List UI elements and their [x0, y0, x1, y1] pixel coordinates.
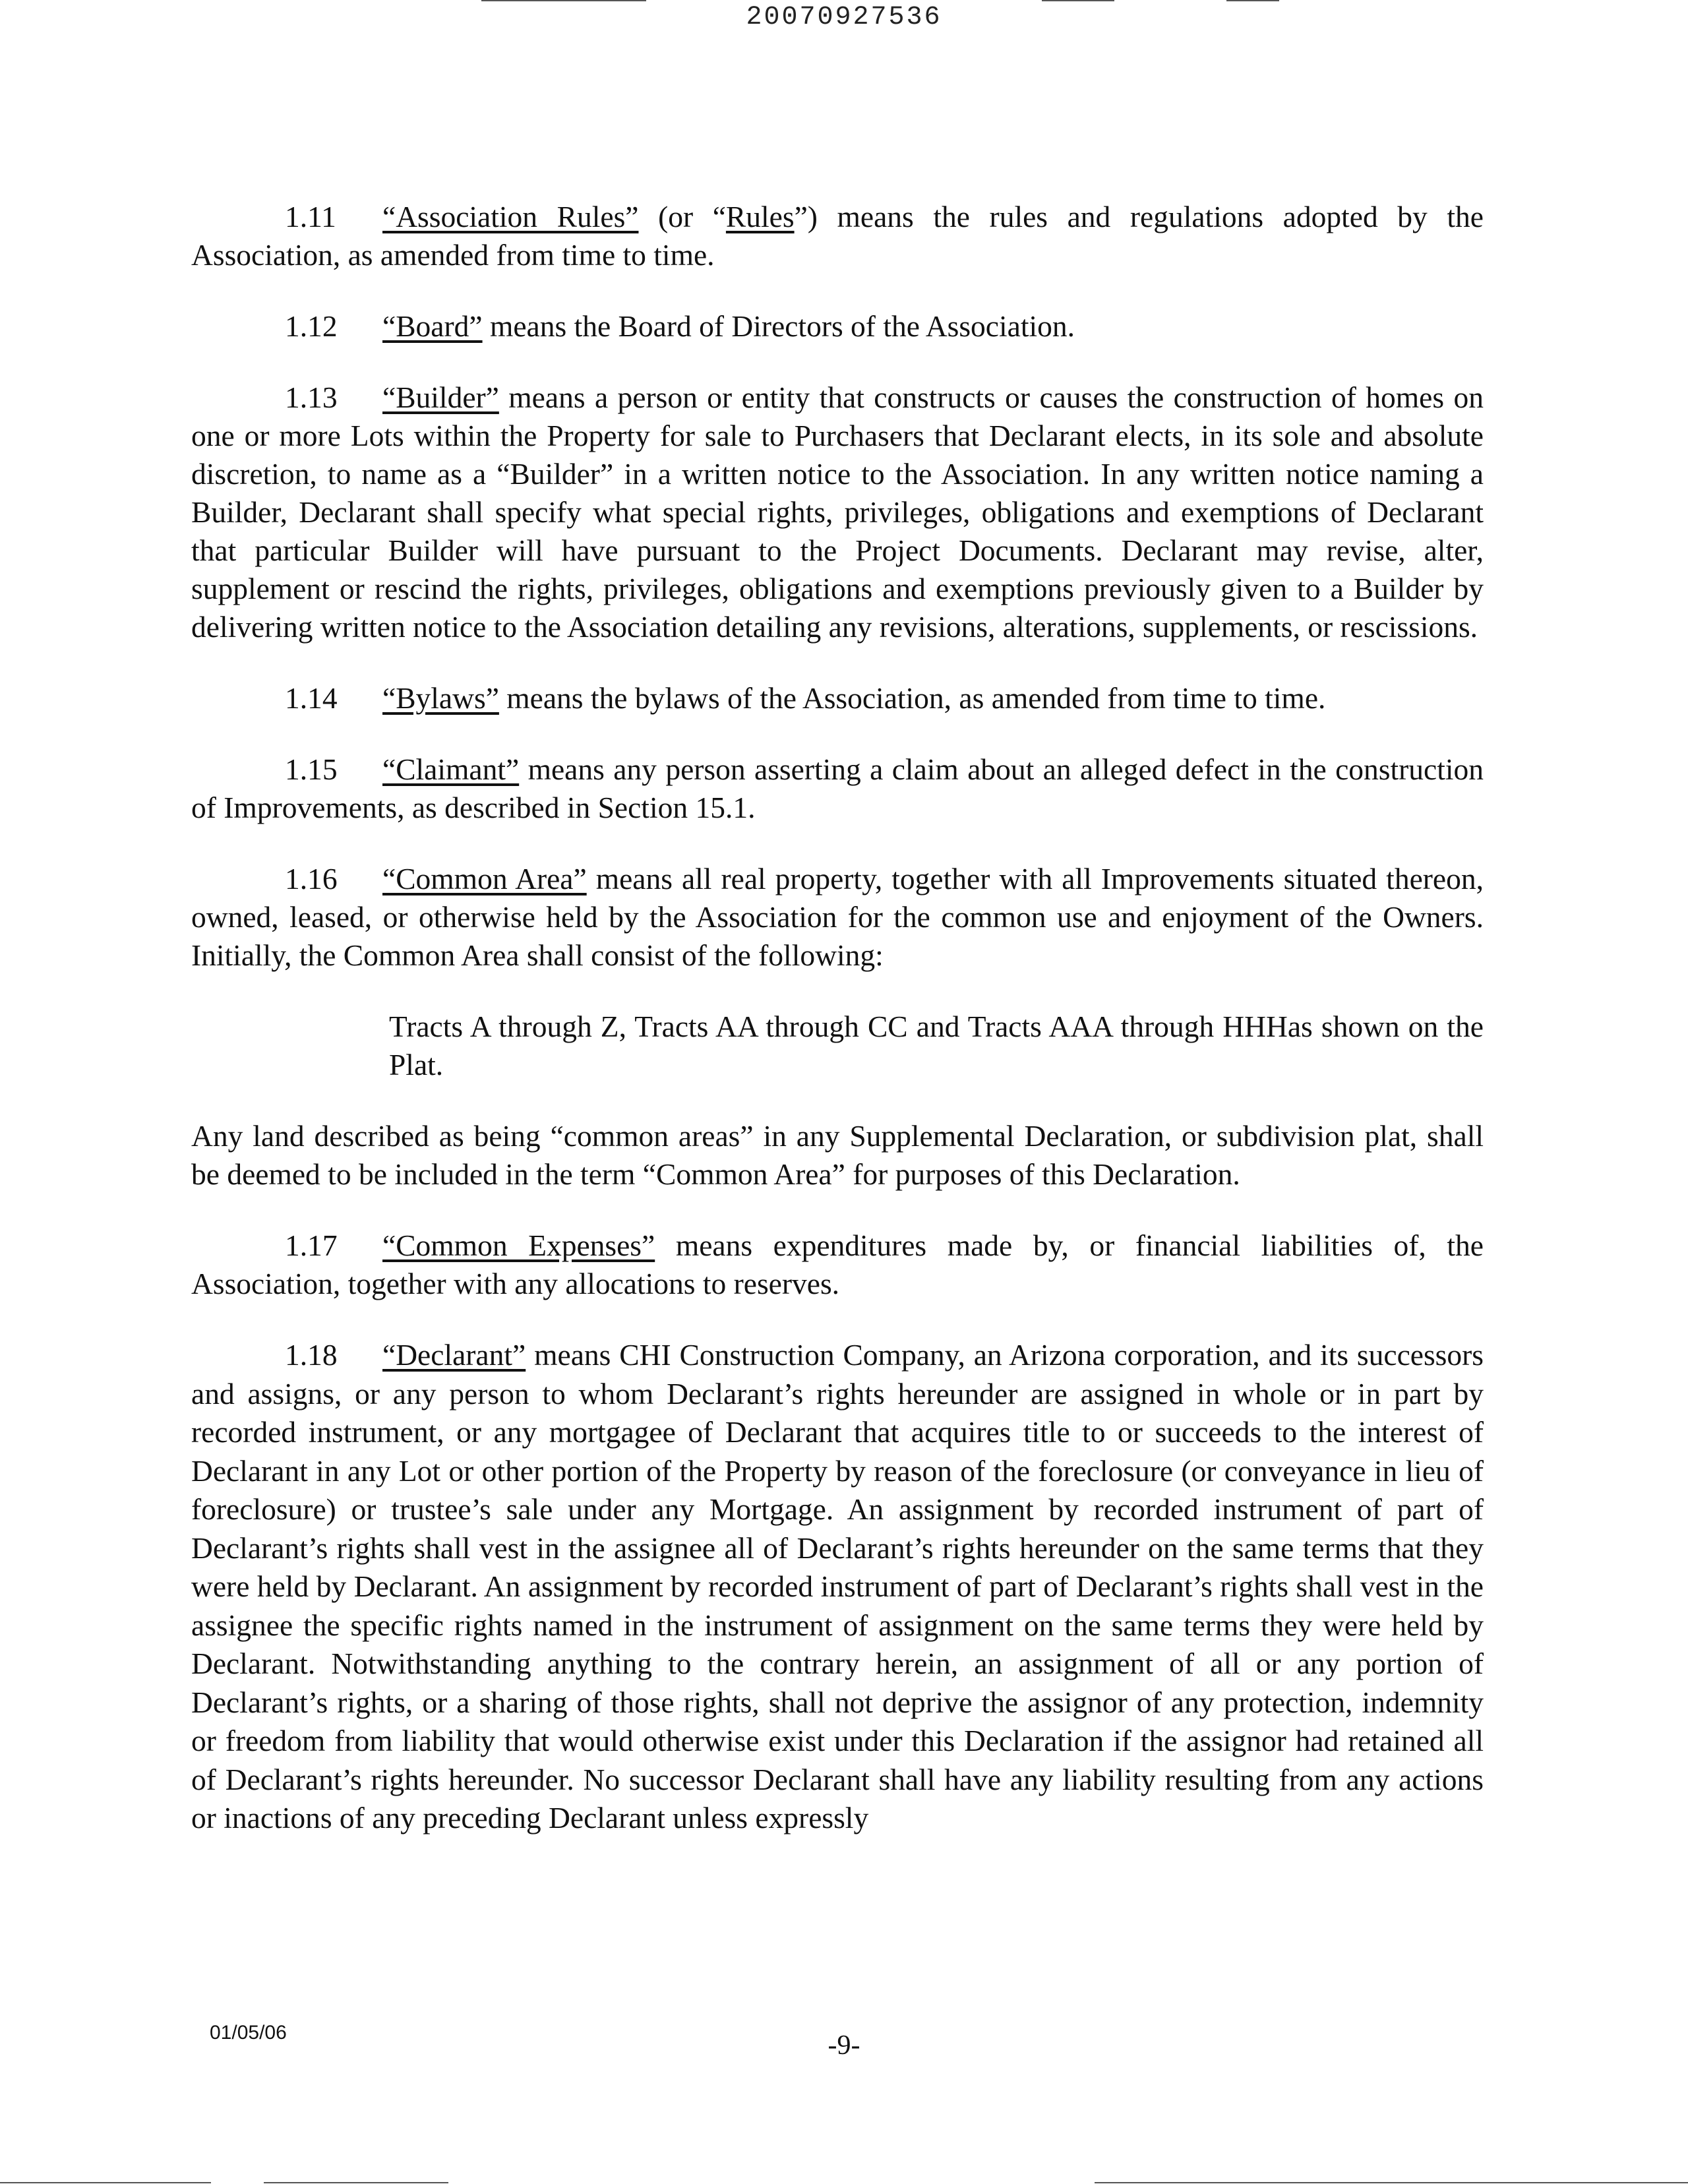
section-text: means the bylaws of the Association, as amended from time to time.	[498, 681, 1326, 715]
defined-term: “Common Area”	[382, 862, 587, 895]
section-1-11	[191, 198, 1484, 274]
scan-artifact-top-left	[481, 0, 646, 1]
section-number: 1.13	[285, 380, 338, 414]
section-number: 1.18	[285, 1338, 338, 1372]
scan-artifact-bottom-mid	[264, 2182, 448, 2183]
section-text: ”) means the rules and regulations adopted by the Association, as amended from time to time.	[191, 200, 1484, 272]
defined-term: “Declarant”	[382, 1338, 526, 1372]
defined-term-alt: Rules	[725, 200, 795, 233]
section-1-15	[191, 750, 1484, 827]
section-1-18	[191, 1336, 1484, 1838]
section-number: 1.14	[285, 681, 338, 715]
defined-term: “Claimant”	[382, 752, 520, 786]
section-number: 1.12	[285, 309, 338, 343]
scan-artifact-bottom-left	[0, 2182, 211, 2183]
section-text: means the Board of Directors of the Association.	[482, 309, 1075, 343]
document-body	[191, 198, 1484, 1871]
section-1-17	[191, 1227, 1484, 1303]
defined-term: “Association Rules”	[382, 200, 639, 233]
section-text-part: (or “	[638, 200, 726, 233]
section-1-13	[191, 379, 1484, 646]
scan-artifact-top-right	[1226, 0, 1279, 1]
defined-term: “Bylaws”	[382, 681, 499, 715]
section-1-16	[191, 860, 1484, 975]
scan-artifact-top-mid	[1042, 0, 1114, 1]
footer-date: 01/05/06	[210, 2022, 287, 2044]
page-number: -9-	[828, 2030, 860, 2061]
section-text: means CHI Construction Company, an Arizona corporation, and its successors and assigns, or any person to whom Declarant’s rights hereunder are assigned in whole or in part by recorded instrument, or any mortgagee of Declarant that acquires title to or succeeds to the interest of Declarant in any Lot or other portion of the Property by reason of the foreclosure (or conveyance in lieu of foreclosure) or trustee’s sale under any Mortgage. An assignment by recorded instrument of part of Declarant’s rights shall vest in the assignee all of Declarant’s rights hereunder on the same terms that they were held by Declarant. An assignment by recorded instrument of part of Declarant’s rights shall vest in the assignee the specific rights named in the instrument of assignment on the same terms they were held by Declarant. Notwithstanding anything to the contrary herein, an assignment of all or any portion of Declarant’s rights, or a sharing of those rights, shall not deprive the assignor of any protection, indemnity or freedom from liability that would otherwise exist under this Declaration if the assignor had retained all of Declarant’s rights hereunder. No successor Declarant shall have any liability resulting from any actions or inactions of any preceding Declarant unless expressly	[191, 1338, 1484, 1835]
section-number: 1.16	[285, 862, 338, 895]
section-text: means expenditures made by, or financial liabilities of, the Association, together with any allocations to reserves.	[191, 1228, 1484, 1300]
defined-term: “Common Expenses”	[382, 1228, 655, 1262]
defined-term: “Board”	[382, 309, 483, 343]
common-area-tracts-block: Tracts A through Z, Tracts AA through CC and Tracts AAA through HHHas shown on the Plat.	[389, 1010, 1484, 1081]
common-area-continuation: Any land described as being “common areas” in any Supplemental Declaration, or subdivision plat, shall be deemed to be included in the term “Common Area” for purposes of this Declaration.	[191, 1119, 1484, 1191]
section-number: 1.17	[285, 1228, 338, 1262]
section-number: 1.11	[285, 200, 336, 233]
section-1-12	[191, 307, 1484, 346]
section-number: 1.15	[285, 752, 338, 786]
section-text: means a person or entity that constructs or causes the construction of homes on one or more Lots within the Property for sale to Purchasers that Declarant elects, in its sole and absolute discretion, to name as a “Builder” in a written notice to the Association. In any written notice naming a Builder, Declarant shall specify what special rights, privileges, obligations and exemptions of Declarant that particular Builder will have pursuant to the Project Documents. Declarant may revise, alter, supplement or rescind the rights, privileges, obligations and exemptions previously given to a Builder by delivering written notice to the Association detailing any revisions, alterations, supplements, or rescissions.	[191, 380, 1484, 644]
section-text: means all real property, together with all Improvements situated thereon, owned, leased, or otherwise held by the Association for the common use and enjoyment of the Owners. Initially, the Common Area shall consist of the following:	[191, 862, 1484, 972]
section-1-14	[191, 679, 1484, 717]
scan-artifact-bottom-right	[1095, 2182, 1688, 2183]
defined-term: “Builder”	[382, 380, 499, 414]
section-text: means any person asserting a claim about an alleged defect in the construction of Improvements, as described in Section 15.1.	[191, 752, 1484, 824]
document-recording-number: 20070927536	[746, 3, 942, 32]
